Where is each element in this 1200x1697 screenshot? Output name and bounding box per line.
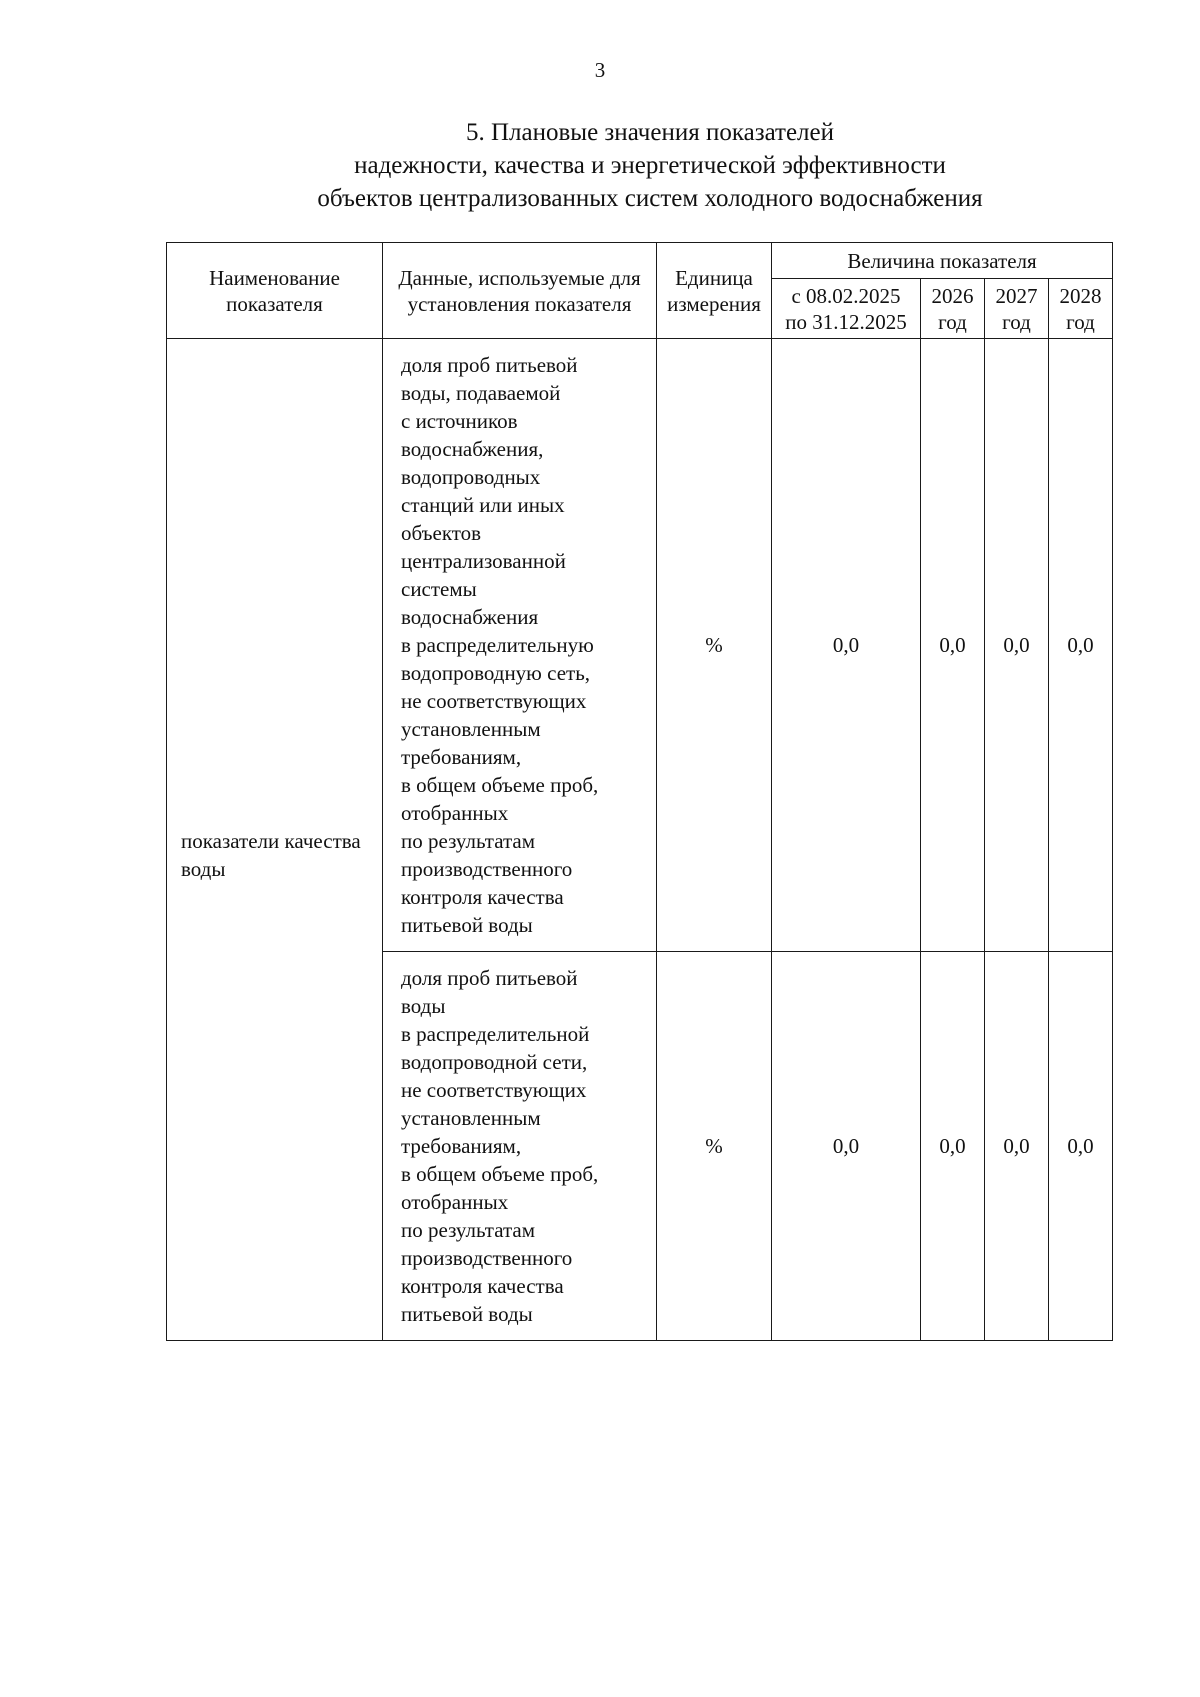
data-description xyxy=(383,952,657,1341)
data-description-line: установленным xyxy=(401,1106,541,1130)
data-description-line: водоснабжения, xyxy=(401,437,544,461)
data-description-line: питьевой воды xyxy=(401,913,533,937)
header-year-unit: год xyxy=(1002,309,1031,334)
value-period-2025: 0,0 xyxy=(772,952,921,1341)
data-description-line: в общем объеме проб, xyxy=(401,773,599,797)
header-year-2027 xyxy=(985,279,1049,339)
indicators-table xyxy=(166,242,1113,1341)
value-2026: 0,0 xyxy=(921,952,985,1341)
header-value-group: Величина показателя xyxy=(772,243,1113,279)
header-year-2028 xyxy=(1049,279,1113,339)
value-period-2025: 0,0 xyxy=(772,339,921,952)
data-description-line: требованиям, xyxy=(401,745,522,769)
header-year-unit: год xyxy=(1066,309,1095,334)
page-number: 3 xyxy=(594,58,606,82)
data-description-line: в общем объеме проб, xyxy=(401,1162,599,1186)
data-description xyxy=(383,339,657,952)
data-description-line: с источников xyxy=(401,409,518,433)
data-description-line: водопроводных xyxy=(401,465,541,489)
header-period-end: по 31.12.2025 xyxy=(785,309,907,334)
data-description-line: доля проб питьевой xyxy=(401,966,578,990)
data-description-line: системы xyxy=(401,577,477,601)
section-heading xyxy=(150,116,1150,215)
value-2027: 0,0 xyxy=(985,952,1049,1341)
data-description-line: воды, подаваемой xyxy=(401,381,561,405)
header-period-2025 xyxy=(772,279,921,339)
data-description-line: контроля качества xyxy=(401,885,564,909)
header-year-number: 2028 xyxy=(1059,283,1102,308)
data-description-line: воды xyxy=(401,994,446,1018)
heading-line-2: надежности, качества и энергетической эффективности xyxy=(354,152,946,179)
data-description-line: централизованной xyxy=(401,549,566,573)
header-data-used: Данные, используемые для установления показателя xyxy=(383,243,657,339)
data-description-line: контроля качества xyxy=(401,1274,564,1298)
data-description-line: производственного xyxy=(401,857,573,881)
heading-line-3: объектов централизованных систем холодного водоснабжения xyxy=(317,185,983,212)
data-description-line: установленным xyxy=(401,717,541,741)
header-year-2026 xyxy=(921,279,985,339)
header-year-unit: год xyxy=(938,309,967,334)
data-description-line: станций или иных xyxy=(401,493,565,517)
data-description-line: доля проб питьевой xyxy=(401,353,578,377)
data-description-line: водопроводной сети, xyxy=(401,1050,588,1074)
data-description-line: водоснабжения xyxy=(401,605,539,629)
data-description-line: в распределительную xyxy=(401,633,594,657)
header-year-number: 2026 xyxy=(931,283,974,308)
value-2026: 0,0 xyxy=(921,339,985,952)
value-2027: 0,0 xyxy=(985,339,1049,952)
table-row xyxy=(167,339,1113,952)
data-description-line: по результатам xyxy=(401,829,536,853)
data-description-line: не соответствующих xyxy=(401,1078,587,1102)
data-description-line: не соответствующих xyxy=(401,689,587,713)
header-period-start: с 08.02.2025 xyxy=(791,283,901,308)
data-description-line: в распределительной xyxy=(401,1022,590,1046)
unit-cell: % xyxy=(657,339,772,952)
header-unit: Единица измерения xyxy=(657,243,772,339)
data-description-line: отобранных xyxy=(401,1190,509,1214)
unit-cell: % xyxy=(657,952,772,1341)
data-description-line: питьевой воды xyxy=(401,1302,533,1326)
data-description-line: объектов xyxy=(401,521,482,545)
data-description-line: требованиям, xyxy=(401,1134,522,1158)
data-description-line: производственного xyxy=(401,1246,573,1270)
indicator-group-name: показатели качества воды xyxy=(167,339,383,1341)
data-description-line: водопроводную сеть, xyxy=(401,661,591,685)
value-2028: 0,0 xyxy=(1049,952,1113,1341)
header-indicator-name: Наименование показателя xyxy=(167,243,383,339)
heading-line-1: 5. Плановые значения показателей xyxy=(465,119,835,146)
header-year-number: 2027 xyxy=(995,283,1038,308)
value-2028: 0,0 xyxy=(1049,339,1113,952)
data-description-line: по результатам xyxy=(401,1218,536,1242)
data-description-line: отобранных xyxy=(401,801,509,825)
